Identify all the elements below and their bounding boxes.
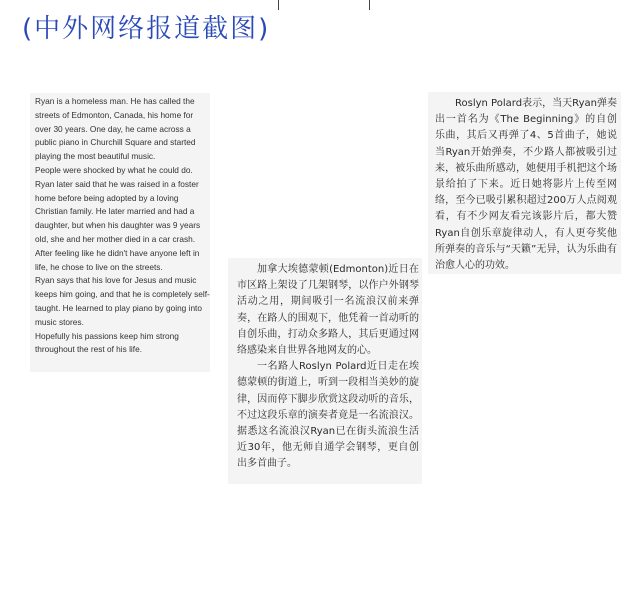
english-paragraph-1: Ryan is a homeless man. He has called the streets of Edmonton, Canada, his home for over 30 years. One day, he came across a public piano in Churchill Square and started playing the most beautiful music. [35, 96, 196, 162]
english-article-card [30, 93, 210, 372]
page-title: (中外网络报道截图) [22, 14, 271, 44]
english-paragraph-3: Ryan says that his love for Jesus and music keeps him going, and that he is completely self-taught. He learned to play piano by going into music stores. [35, 275, 210, 327]
top-divider-left [278, 0, 279, 10]
chinese-article-right-card [428, 92, 621, 274]
chinese-article-middle-card [228, 258, 422, 484]
chinese-middle-paragraph-2: 一名路人Roslyn Polard近日走在埃德蒙顿的街道上，听到一段相当美妙的旋律，因而停下脚步欣赏这段动听的音乐，不过这段乐章的演奏者竟是一名流浪汉。据悉这名流浪汉Ryan已在街头流浪生活近30年，他无师自通学会钢琴，更自创出多首曲子。 [237, 361, 419, 470]
chinese-middle-paragraph-1: 加拿大埃德蒙顿(Edmonton)近日在市区路上架设了几架钢琴，以作户外钢琴活动之用，期间吸引一名流浪汉前来弹奏，在路人的围观下，他凭着一首动听的自创乐曲，打动众多路人，其后更通过网络感染来自世界各地网友的心。 [237, 264, 419, 357]
chinese-right-paragraph-1: Roslyn Polard表示，当天Ryan弹奏出一首名为《The Beginning》的自创乐曲，其后又再弹了4、5首曲子，她说当Ryan开始弹奏，不少路人都被吸引过来，被乐曲所感动，她便用手机把这个场景给拍了下来。近日她将影片上传至网络，至今已吸引累积超过200万人点阅观看，有不少网友看完该影片后，都大赞Ryan自创乐章旋律动人，有人更夸奖他所弹奏的音乐与“天籁”无异，认为乐曲有治愈人心的功效。 [435, 98, 617, 272]
top-divider-right [369, 0, 370, 10]
english-paragraph-4: Hopefully his passions keep him strong throughout the rest of his life. [35, 330, 179, 355]
english-paragraph-2: People were shocked by what he could do. Ryan later said that he was raised in a foster home before being adopted by a loving Christian family. He later married and had a daughter, but when his daughter was 9 years old, she and her mother died in a car crash. After feeling like he didn't have anyone left in life, he chose to live on the streets. [35, 164, 201, 272]
